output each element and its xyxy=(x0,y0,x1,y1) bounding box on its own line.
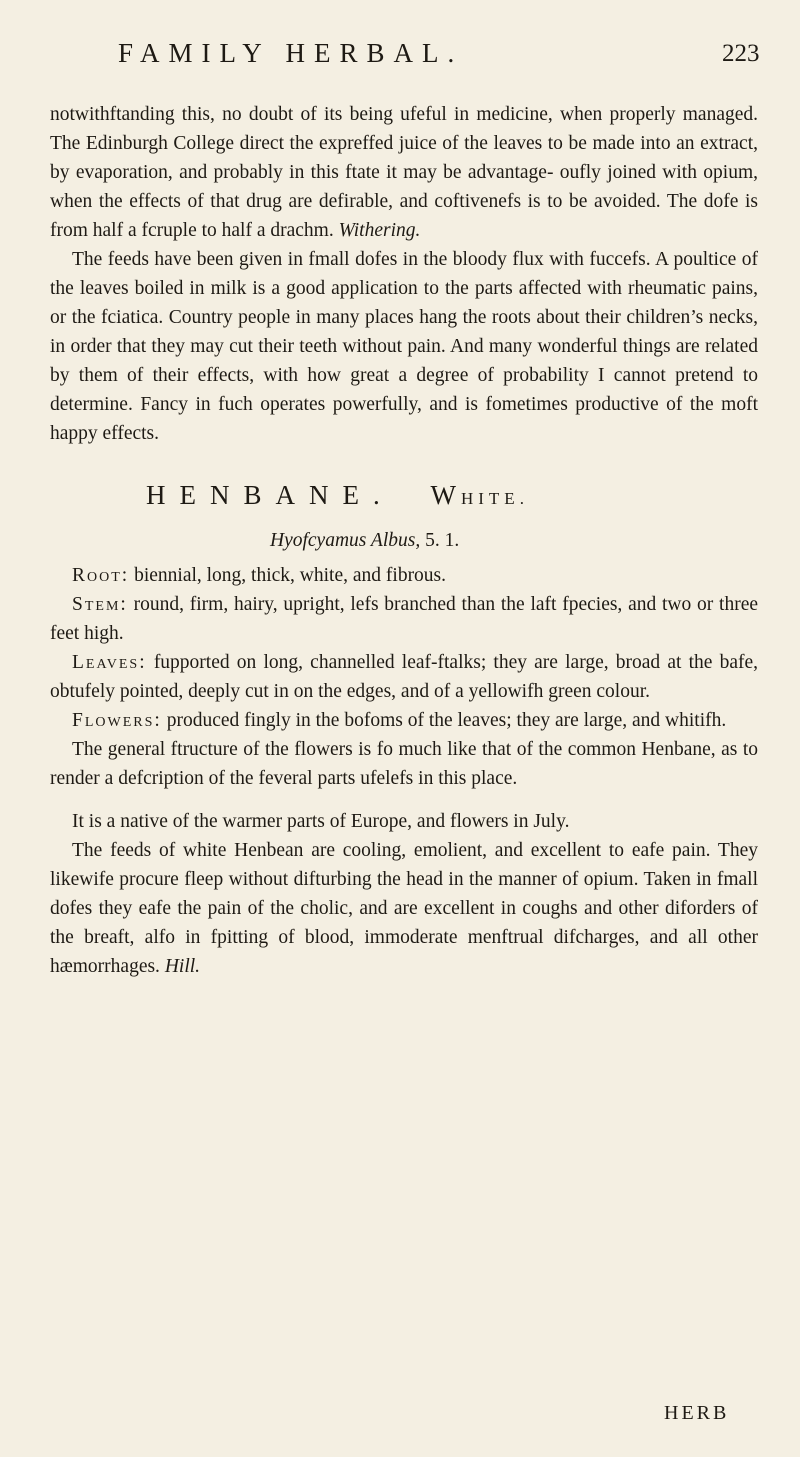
heading-white-rest: HITE. xyxy=(460,489,529,508)
leaves-label: Leaves: xyxy=(72,652,147,673)
desc-stem xyxy=(50,590,758,648)
habitat-paragraph: It is a native of the warmer parts of Europe, and flowers in July. xyxy=(72,811,570,832)
para1-line4: evaporation, and probably in this ftate it may be advantage- xyxy=(75,162,554,183)
page-number: 223 xyxy=(722,40,760,67)
desc-leaves xyxy=(50,648,758,706)
uses-paragraph xyxy=(50,836,758,981)
catchword: HERB xyxy=(664,1402,730,1424)
para1-line6: defirable, and coftivenefs is to be avoided. The dofe is from xyxy=(50,191,759,241)
paragraph-seeds: The feeds have been given in fmall dofes in the bloody flux with fuccefs. A poultice of the leaves boiled in milk is a good application to the parts affected with rheumatic pains, or the fciatica. Country people in many places hang the roots about their children’s necks, in order that they may cut their teeth without pain. And many wonderful things are related by them of their effects, with how great a degree of probability I cannot pretend to determine. Fancy in fuch operates powerfully, and is fometimes productive of the moft happy effects. xyxy=(50,249,758,444)
desc-flowers xyxy=(50,706,758,735)
binomial-name xyxy=(50,526,758,555)
page-body xyxy=(50,100,758,981)
root-label: Root: xyxy=(72,565,130,586)
latin-name: Hyofcyamus Albus, xyxy=(270,530,421,551)
citation-withering: Withering. xyxy=(338,220,421,241)
root-text: biennial, long, thick, white, and fibrous. xyxy=(134,565,447,586)
para1-line1: notwithftanding this, no doubt of its being ufeful in medicine, xyxy=(50,104,553,125)
flowers-text: produced fingly in the bofoms of the leaves; they are large, and whitifh. xyxy=(166,710,727,731)
para1-line2: when properly managed. The Edinburgh College direct the xyxy=(50,104,759,154)
desc-root xyxy=(50,561,758,590)
citation-hill: Hill. xyxy=(164,956,201,977)
stem-label: Stem: xyxy=(72,594,128,615)
linnaean-reference: 5. 1. xyxy=(425,530,460,551)
leaves-text: fupported on long, channelled leaf-ftalks; they are large, broad at the bafe, obtufely pointed, deeply cut in on the edges, and of a yellowifh green colour. xyxy=(50,652,759,702)
para1-line3: expreffed juice of the leaves to be made into an extract, by xyxy=(50,133,759,183)
stem-text: round, firm, hairy, upright, lefs branched than the laft fpecies, and two or three feet high. xyxy=(50,594,759,644)
para1-line5: oufly joined with opium, when the effects of that drug are xyxy=(50,162,759,212)
heading-henbane: HENBANE. xyxy=(146,480,394,510)
para1-line7: half a fcruple to half a drachm. xyxy=(92,220,334,241)
section-heading xyxy=(50,478,758,516)
uses-text: The feeds of white Henbean are cooling, emolient, and excellent to eafe pain. They likewife procure fleep without difturbing the head in the manner of opium. Taken in fmall dofes they eafe the pain of the cholic, and are excellent in coughs and other diforders of the breaft, alfo in fpitting of blood, immoderate menftrual difcharges, and all other hæmorrhages. xyxy=(50,840,758,977)
continued-paragraph xyxy=(50,100,758,245)
flowers-label: Flowers: xyxy=(72,710,162,731)
desc-general: The general ftructure of the flowers is fo much like that of the common Henbane, as to render a defcription of the feveral parts ufelefs in this place. xyxy=(50,739,758,789)
heading-white-initial: W xyxy=(430,480,461,510)
running-head-title: FAMILY HERBAL. xyxy=(118,38,464,68)
